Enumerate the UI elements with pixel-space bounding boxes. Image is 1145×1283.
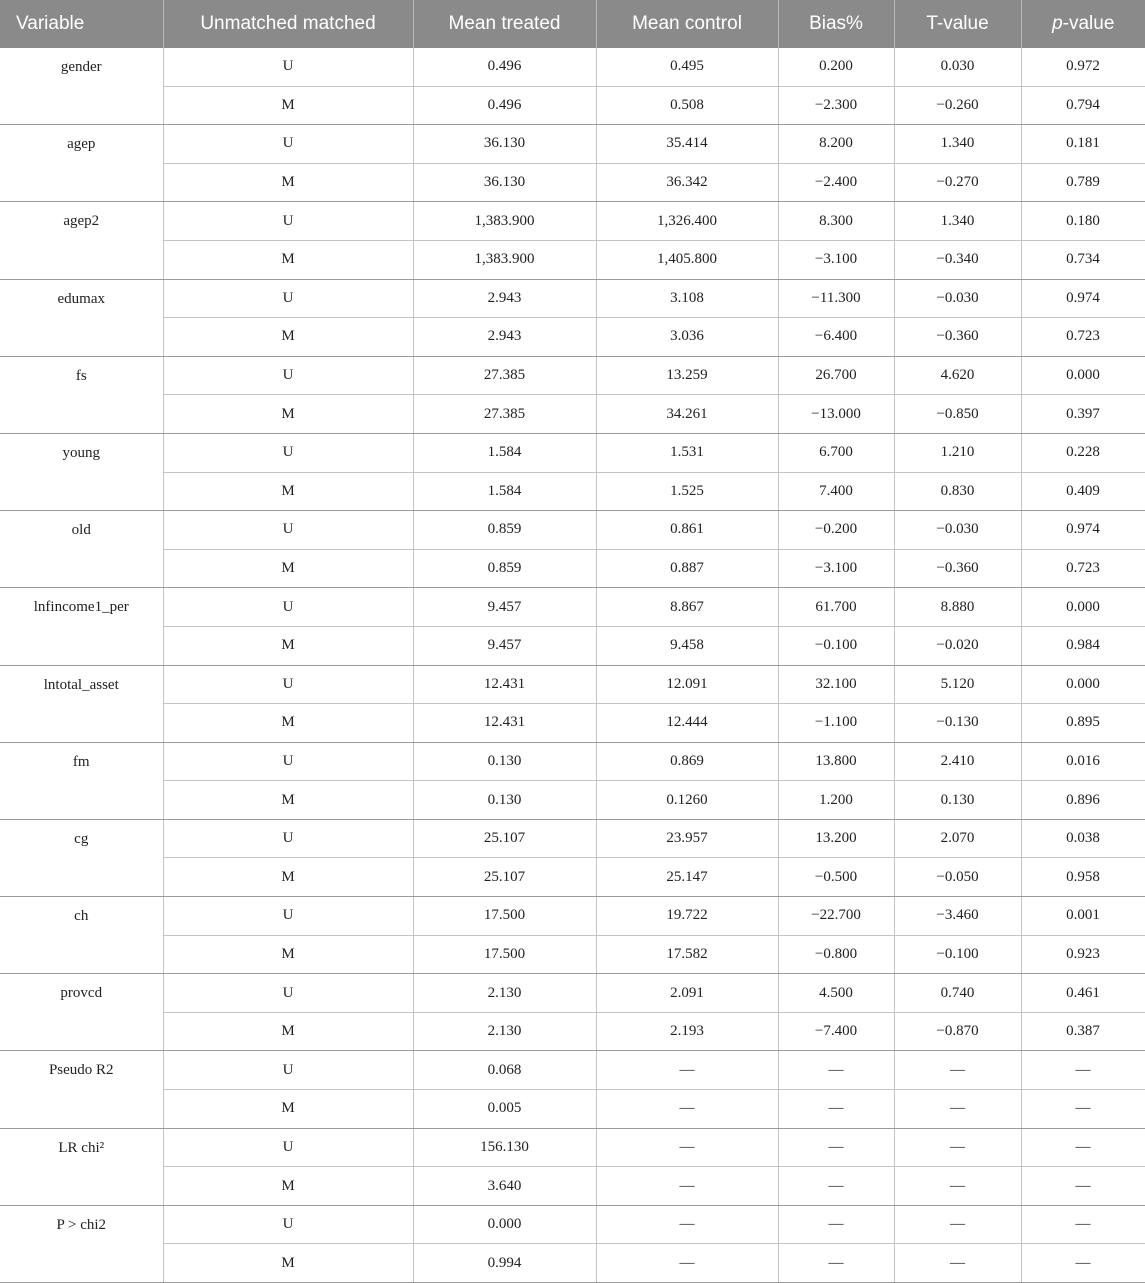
mean-control-cell: 0.861 [596, 511, 778, 550]
bias-cell: 61.700 [778, 588, 894, 627]
mean-control-cell: 0.1260 [596, 781, 778, 820]
sample-cell: U [163, 202, 413, 241]
p-value-cell: 0.038 [1021, 819, 1145, 858]
table-body [0, 48, 1145, 1283]
header-mean-control: Mean control [596, 0, 778, 48]
mean-treated-cell: 0.859 [413, 549, 596, 588]
sample-cell: U [163, 279, 413, 318]
table-row [0, 897, 1145, 936]
p-value-cell: — [1021, 1128, 1145, 1167]
mean-treated-cell: 2.943 [413, 279, 596, 318]
mean-control-cell: — [596, 1205, 778, 1244]
t-value-cell: 0.130 [894, 781, 1021, 820]
t-value-cell: −0.050 [894, 858, 1021, 897]
p-value-cell: — [1021, 1205, 1145, 1244]
mean-treated-cell: 17.500 [413, 935, 596, 974]
t-value-cell: −0.870 [894, 1012, 1021, 1051]
mean-treated-cell: 12.431 [413, 665, 596, 704]
p-value-cell: — [1021, 1090, 1145, 1129]
mean-treated-cell: 0.859 [413, 511, 596, 550]
bias-cell: −0.500 [778, 858, 894, 897]
p-value-cell: 0.794 [1021, 86, 1145, 125]
variable-cell: P > chi2 [0, 1205, 163, 1282]
p-value-cell: 0.228 [1021, 433, 1145, 472]
bias-cell: 26.700 [778, 356, 894, 395]
table-row [0, 1051, 1145, 1090]
t-value-cell: −3.460 [894, 897, 1021, 936]
variable-cell: fs [0, 356, 163, 433]
table-row [0, 1012, 1145, 1051]
bias-cell: −22.700 [778, 897, 894, 936]
sample-cell: M [163, 395, 413, 434]
p-value-cell: 0.789 [1021, 163, 1145, 202]
mean-control-cell: 36.342 [596, 163, 778, 202]
mean-control-cell: 0.508 [596, 86, 778, 125]
t-value-cell: 1.340 [894, 125, 1021, 164]
mean-control-cell: 2.193 [596, 1012, 778, 1051]
t-value-cell: −0.030 [894, 511, 1021, 550]
variable-cell: lntotal_asset [0, 665, 163, 742]
table-row [0, 202, 1145, 241]
sample-cell: U [163, 433, 413, 472]
mean-treated-cell: 0.496 [413, 48, 596, 86]
table-row [0, 240, 1145, 279]
sample-cell: M [163, 704, 413, 743]
mean-control-cell: 12.444 [596, 704, 778, 743]
sample-cell: M [163, 1012, 413, 1051]
mean-treated-cell: 0.496 [413, 86, 596, 125]
header-p-italic: p [1052, 13, 1063, 34]
sample-cell: U [163, 897, 413, 936]
bias-cell: −2.400 [778, 163, 894, 202]
table-row [0, 665, 1145, 704]
variable-cell: provcd [0, 974, 163, 1051]
sample-cell: M [163, 858, 413, 897]
variable-cell: gender [0, 48, 163, 125]
table-row [0, 433, 1145, 472]
mean-control-cell: — [596, 1090, 778, 1129]
mean-control-cell: 0.869 [596, 742, 778, 781]
mean-treated-cell: 27.385 [413, 356, 596, 395]
sample-cell: U [163, 665, 413, 704]
p-value-cell: 0.974 [1021, 279, 1145, 318]
table-row [0, 549, 1145, 588]
p-value-cell: 0.397 [1021, 395, 1145, 434]
mean-control-cell: 3.036 [596, 318, 778, 357]
table-row [0, 1167, 1145, 1206]
sample-cell: U [163, 1051, 413, 1090]
t-value-cell: −0.270 [894, 163, 1021, 202]
p-value-cell: 0.974 [1021, 511, 1145, 550]
bias-cell: −6.400 [778, 318, 894, 357]
mean-treated-cell: 0.130 [413, 781, 596, 820]
variable-cell: cg [0, 819, 163, 896]
header-p-value [1021, 0, 1145, 48]
p-value-cell: 0.896 [1021, 781, 1145, 820]
t-value-cell: 4.620 [894, 356, 1021, 395]
bias-cell: — [778, 1128, 894, 1167]
mean-treated-cell: 9.457 [413, 588, 596, 627]
mean-treated-cell: 1,383.900 [413, 240, 596, 279]
table-row [0, 626, 1145, 665]
mean-treated-cell: 17.500 [413, 897, 596, 936]
mean-control-cell: — [596, 1051, 778, 1090]
p-value-cell: 0.734 [1021, 240, 1145, 279]
bias-cell: — [778, 1205, 894, 1244]
table-row [0, 1244, 1145, 1283]
p-value-cell: 0.972 [1021, 48, 1145, 86]
mean-control-cell: 19.722 [596, 897, 778, 936]
t-value-cell: 5.120 [894, 665, 1021, 704]
bias-cell: −0.800 [778, 935, 894, 974]
sample-cell: U [163, 511, 413, 550]
bias-cell: 32.100 [778, 665, 894, 704]
variable-cell: Pseudo R2 [0, 1051, 163, 1128]
mean-treated-cell: 0.994 [413, 1244, 596, 1283]
t-value-cell: −0.850 [894, 395, 1021, 434]
bias-cell: −0.200 [778, 511, 894, 550]
sample-cell: U [163, 742, 413, 781]
mean-control-cell: 3.108 [596, 279, 778, 318]
t-value-cell: 8.880 [894, 588, 1021, 627]
bias-cell: −3.100 [778, 240, 894, 279]
sample-cell: U [163, 48, 413, 86]
table-row [0, 356, 1145, 395]
sample-cell: M [163, 472, 413, 511]
header-bias: Bias% [778, 0, 894, 48]
mean-control-cell: 1.525 [596, 472, 778, 511]
t-value-cell: −0.340 [894, 240, 1021, 279]
p-value-cell: 0.461 [1021, 974, 1145, 1013]
mean-treated-cell: 25.107 [413, 819, 596, 858]
p-value-cell: — [1021, 1167, 1145, 1206]
variable-cell: agep2 [0, 202, 163, 279]
p-value-cell: 0.895 [1021, 704, 1145, 743]
sample-cell: M [163, 1167, 413, 1206]
bias-cell: — [778, 1167, 894, 1206]
header-t-value: T-value [894, 0, 1021, 48]
sample-cell: M [163, 549, 413, 588]
sample-cell: M [163, 86, 413, 125]
t-value-cell: 0.830 [894, 472, 1021, 511]
bias-cell: 8.300 [778, 202, 894, 241]
p-value-cell: 0.181 [1021, 125, 1145, 164]
sample-cell: M [163, 935, 413, 974]
variable-cell: agep [0, 125, 163, 202]
p-value-cell: 0.000 [1021, 588, 1145, 627]
p-value-cell: — [1021, 1244, 1145, 1283]
mean-treated-cell: 36.130 [413, 163, 596, 202]
variable-cell: old [0, 511, 163, 588]
mean-control-cell: 23.957 [596, 819, 778, 858]
bias-cell: — [778, 1051, 894, 1090]
table-row [0, 704, 1145, 743]
mean-treated-cell: 1.584 [413, 472, 596, 511]
p-value-cell: 0.387 [1021, 1012, 1145, 1051]
t-value-cell: — [894, 1128, 1021, 1167]
table-row [0, 819, 1145, 858]
p-value-cell: 0.000 [1021, 665, 1145, 704]
table-row [0, 163, 1145, 202]
table-row [0, 395, 1145, 434]
mean-treated-cell: 0.000 [413, 1205, 596, 1244]
t-value-cell: 0.740 [894, 974, 1021, 1013]
sample-cell: M [163, 1090, 413, 1129]
mean-treated-cell: 2.130 [413, 974, 596, 1013]
t-value-cell: −0.360 [894, 549, 1021, 588]
sample-cell: U [163, 819, 413, 858]
mean-treated-cell: 2.130 [413, 1012, 596, 1051]
p-value-cell: 0.958 [1021, 858, 1145, 897]
mean-control-cell: — [596, 1128, 778, 1167]
mean-control-cell: 1.531 [596, 433, 778, 472]
mean-treated-cell: 1.584 [413, 433, 596, 472]
bias-cell: 0.200 [778, 48, 894, 86]
mean-control-cell: 25.147 [596, 858, 778, 897]
sample-cell: M [163, 318, 413, 357]
table-row [0, 781, 1145, 820]
sample-cell: M [163, 781, 413, 820]
mean-treated-cell: 1,383.900 [413, 202, 596, 241]
mean-treated-cell: 2.943 [413, 318, 596, 357]
t-value-cell: — [894, 1090, 1021, 1129]
table-row [0, 318, 1145, 357]
p-value-cell: 0.409 [1021, 472, 1145, 511]
variable-cell: fm [0, 742, 163, 819]
t-value-cell: 2.410 [894, 742, 1021, 781]
p-value-cell: 0.723 [1021, 549, 1145, 588]
mean-treated-cell: 9.457 [413, 626, 596, 665]
bias-cell: −2.300 [778, 86, 894, 125]
t-value-cell: — [894, 1244, 1021, 1283]
sample-cell: M [163, 1244, 413, 1283]
mean-control-cell: 12.091 [596, 665, 778, 704]
mean-control-cell: 1,326.400 [596, 202, 778, 241]
p-value-cell: 0.923 [1021, 935, 1145, 974]
bias-cell: −0.100 [778, 626, 894, 665]
mean-control-cell: 9.458 [596, 626, 778, 665]
table-row [0, 1090, 1145, 1129]
p-value-cell: 0.723 [1021, 318, 1145, 357]
variable-cell: edumax [0, 279, 163, 356]
t-value-cell: −0.030 [894, 279, 1021, 318]
table-row [0, 279, 1145, 318]
table-row [0, 858, 1145, 897]
mean-treated-cell: 25.107 [413, 858, 596, 897]
table-row [0, 935, 1145, 974]
p-value-cell: 0.180 [1021, 202, 1145, 241]
t-value-cell: 0.030 [894, 48, 1021, 86]
t-value-cell: −0.360 [894, 318, 1021, 357]
table-row [0, 1128, 1145, 1167]
bias-cell: −3.100 [778, 549, 894, 588]
table-row [0, 588, 1145, 627]
table-row [0, 974, 1145, 1013]
header-variable: Variable [0, 0, 163, 48]
header-mean-treated: Mean treated [413, 0, 596, 48]
sample-cell: U [163, 1128, 413, 1167]
t-value-cell: −0.020 [894, 626, 1021, 665]
p-value-cell: 0.984 [1021, 626, 1145, 665]
mean-control-cell: 0.887 [596, 549, 778, 588]
variable-cell: lnfincome1_per [0, 588, 163, 665]
table-row [0, 1205, 1145, 1244]
bias-cell: −1.100 [778, 704, 894, 743]
bias-cell: 6.700 [778, 433, 894, 472]
mean-treated-cell: 36.130 [413, 125, 596, 164]
table-row [0, 472, 1145, 511]
header-row [0, 0, 1145, 48]
sample-cell: U [163, 356, 413, 395]
mean-treated-cell: 27.385 [413, 395, 596, 434]
sample-cell: U [163, 974, 413, 1013]
mean-control-cell: — [596, 1167, 778, 1206]
t-value-cell: −0.130 [894, 704, 1021, 743]
bias-cell: 13.200 [778, 819, 894, 858]
mean-treated-cell: 156.130 [413, 1128, 596, 1167]
sample-cell: M [163, 626, 413, 665]
p-value-cell: 0.001 [1021, 897, 1145, 936]
bias-cell: 1.200 [778, 781, 894, 820]
t-value-cell: −0.100 [894, 935, 1021, 974]
p-value-cell: — [1021, 1051, 1145, 1090]
table-row [0, 511, 1145, 550]
t-value-cell: −0.260 [894, 86, 1021, 125]
mean-control-cell: 13.259 [596, 356, 778, 395]
mean-control-cell: 1,405.800 [596, 240, 778, 279]
table-row [0, 48, 1145, 86]
mean-control-cell: 0.495 [596, 48, 778, 86]
t-value-cell: 2.070 [894, 819, 1021, 858]
mean-control-cell: 35.414 [596, 125, 778, 164]
header-p-suffix: -value [1062, 13, 1115, 34]
t-value-cell: 1.210 [894, 433, 1021, 472]
table-row [0, 125, 1145, 164]
t-value-cell: — [894, 1167, 1021, 1206]
bias-cell: — [778, 1090, 894, 1129]
sample-cell: U [163, 1205, 413, 1244]
bias-cell: 8.200 [778, 125, 894, 164]
bias-cell: — [778, 1244, 894, 1283]
t-value-cell: 1.340 [894, 202, 1021, 241]
sample-cell: U [163, 588, 413, 627]
mean-control-cell: 8.867 [596, 588, 778, 627]
sample-cell: M [163, 163, 413, 202]
mean-treated-cell: 0.068 [413, 1051, 596, 1090]
variable-cell: young [0, 433, 163, 510]
bias-cell: 4.500 [778, 974, 894, 1013]
p-value-cell: 0.000 [1021, 356, 1145, 395]
table-row [0, 742, 1145, 781]
p-value-cell: 0.016 [1021, 742, 1145, 781]
mean-control-cell: — [596, 1244, 778, 1283]
table-row [0, 86, 1145, 125]
bias-cell: 7.400 [778, 472, 894, 511]
bias-cell: −7.400 [778, 1012, 894, 1051]
sample-cell: U [163, 125, 413, 164]
sample-cell: M [163, 240, 413, 279]
mean-treated-cell: 0.130 [413, 742, 596, 781]
mean-treated-cell: 3.640 [413, 1167, 596, 1206]
mean-treated-cell: 0.005 [413, 1090, 596, 1129]
bias-cell: 13.800 [778, 742, 894, 781]
t-value-cell: — [894, 1205, 1021, 1244]
mean-treated-cell: 12.431 [413, 704, 596, 743]
mean-control-cell: 2.091 [596, 974, 778, 1013]
variable-cell: LR chi² [0, 1128, 163, 1205]
bias-cell: −13.000 [778, 395, 894, 434]
header-unmatched-matched: Unmatched matched [163, 0, 413, 48]
bias-cell: −11.300 [778, 279, 894, 318]
t-value-cell: — [894, 1051, 1021, 1090]
mean-control-cell: 34.261 [596, 395, 778, 434]
variable-cell: ch [0, 897, 163, 974]
mean-control-cell: 17.582 [596, 935, 778, 974]
